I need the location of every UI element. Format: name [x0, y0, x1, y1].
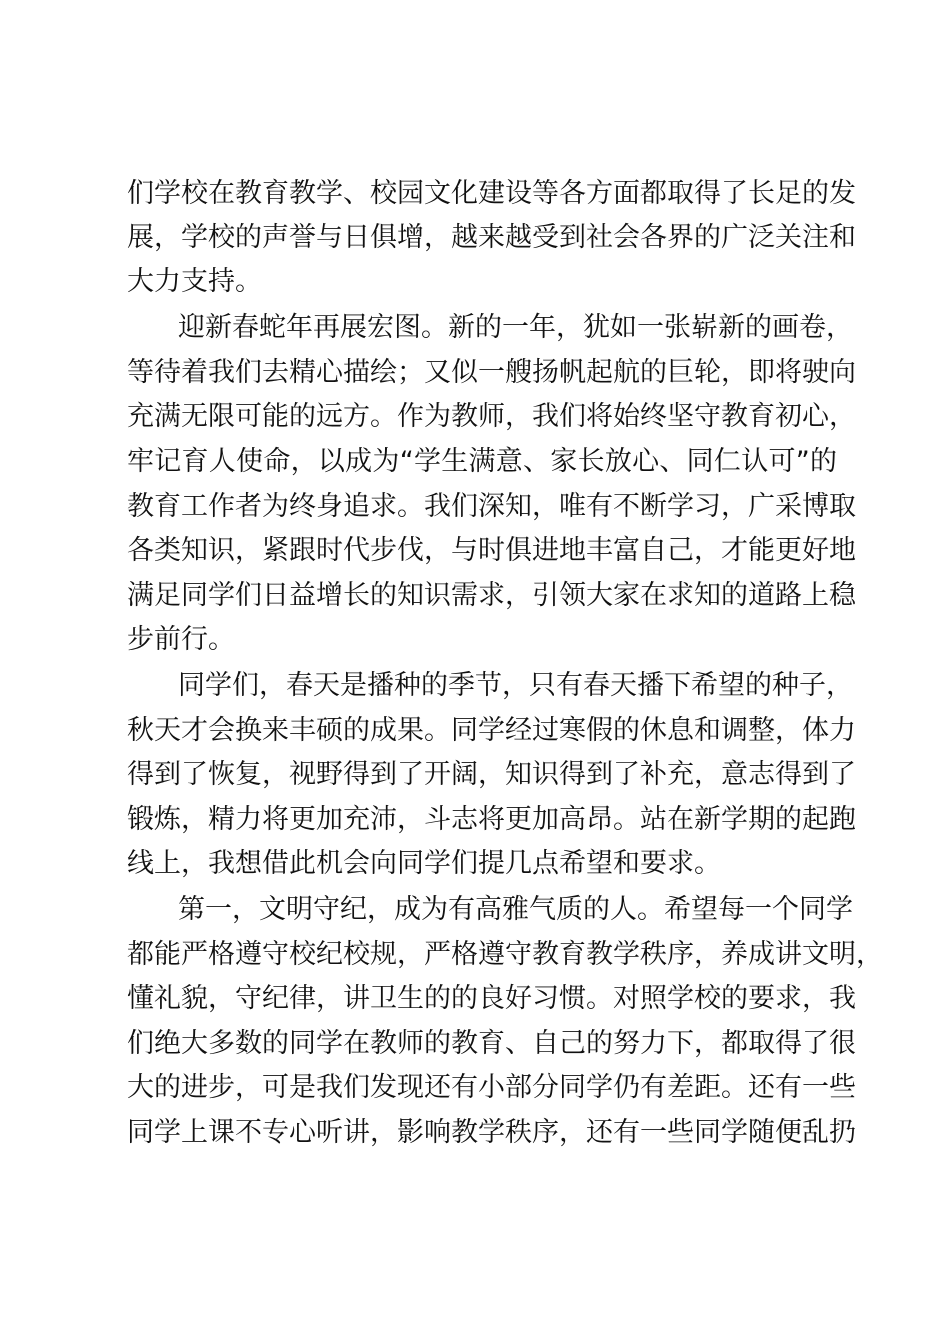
text-line: 满足同学们日益增长的知识需求，引领大家在求知的道路上稳	[127, 580, 856, 611]
text-line: 充满无限可能的远方。作为教师，我们将始终坚守教育初心，	[127, 401, 856, 432]
text-line: 展，学校的声誉与日俱增，越来越受到社会各界的广泛关注和	[127, 222, 856, 253]
text-line: 教育工作者为终身追求。我们深知，唯有不断学习，广采博取	[127, 491, 856, 522]
text-line: 们绝大多数的同学在教师的教育、自己的努力下，都取得了很	[127, 1028, 856, 1059]
text-line: 步前行。	[127, 624, 235, 655]
text-line: 牢记育人使命，以成为“学生满意、家长放心、同仁认可”的	[127, 446, 837, 477]
text-line: 各类知识，紧跟时代步伐，与时俱进地丰富自己，才能更好地	[127, 535, 856, 566]
text-line: 懂礼貌，守纪律，讲卫生的的良好习惯。对照学校的要求，我	[127, 983, 856, 1014]
text-line: 锻炼，精力将更加充沛，斗志将更加高昂。站在新学期的起跑	[127, 804, 856, 835]
text-line: 同学上课不专心听讲，影响教学秩序，还有一些同学随便乱扔	[127, 1117, 856, 1148]
paragraph-first-line: 同学们，春天是播种的季节，只有春天播下希望的种子，	[178, 670, 853, 701]
text-line: 大的进步，可是我们发现还有小部分同学仍有差距。还有一些	[127, 1072, 856, 1103]
paragraph-first-line: 迎新春蛇年再展宏图。新的一年，犹如一张崭新的画卷，	[178, 312, 853, 343]
text-line: 线上，我想借此机会向同学们提几点希望和要求。	[127, 848, 721, 879]
text-line: 秋天才会换来丰硕的成果。同学经过寒假的休息和调整，体力	[127, 715, 856, 746]
paragraph-first-line: 第一，文明守纪，成为有高雅气质的人。希望每一个同学	[178, 894, 853, 925]
text-line: 等待着我们去精心描绘；又似一艘扬帆起航的巨轮，即将驶向	[127, 357, 856, 388]
text-line: 都能严格遵守校纪校规，严格遵守教育教学秩序，养成讲文明，	[127, 939, 883, 970]
text-line: 们学校在教育教学、校园文化建设等各方面都取得了长足的发	[127, 178, 856, 209]
text-line: 得到了恢复，视野得到了开阔，知识得到了补充，意志得到了	[127, 759, 856, 790]
text-line: 大力支持。	[127, 266, 262, 297]
